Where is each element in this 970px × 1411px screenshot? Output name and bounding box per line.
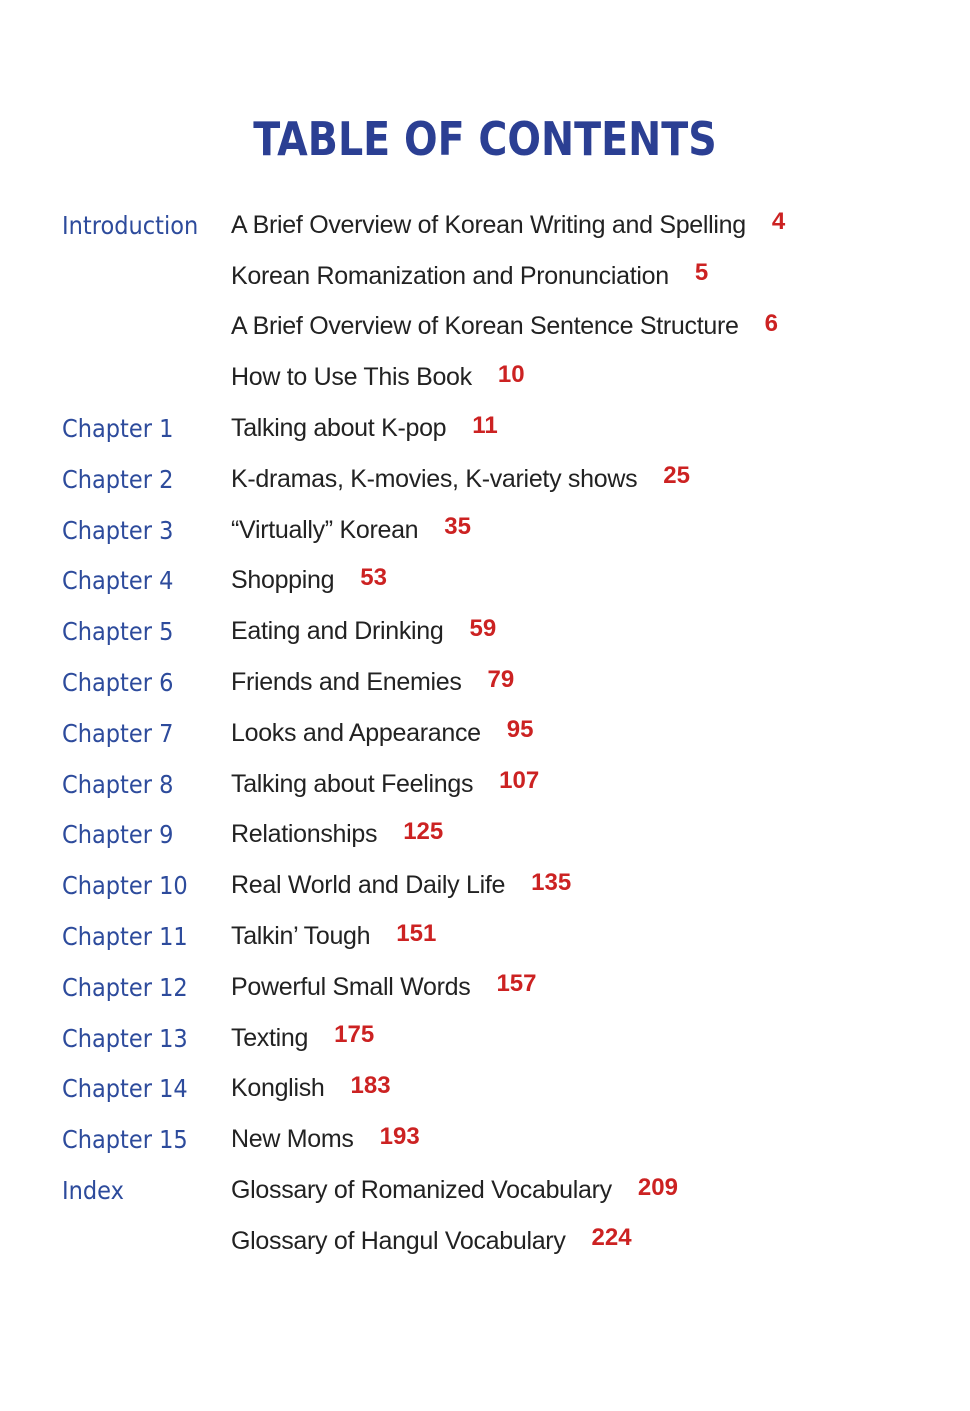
toc-entry[interactable] bbox=[231, 259, 709, 291]
entry-title: New Moms bbox=[231, 1125, 354, 1154]
toc-entry[interactable] bbox=[231, 817, 444, 849]
section-label: Chapter 6 bbox=[62, 668, 174, 698]
section-label: Chapter 8 bbox=[62, 769, 174, 799]
page-number: 10 bbox=[497, 360, 525, 388]
page-number: 79 bbox=[487, 665, 515, 693]
entry-title: Eating and Drinking bbox=[231, 617, 444, 646]
entry-title: A Brief Overview of Korean Writing and Spelling bbox=[231, 210, 746, 239]
page-number: 151 bbox=[396, 919, 437, 947]
toc-row bbox=[62, 810, 942, 861]
toc-entry[interactable] bbox=[231, 360, 525, 392]
page-number: 35 bbox=[444, 513, 471, 541]
section-label: Chapter 5 bbox=[62, 617, 174, 647]
entry-title: Relationships bbox=[231, 820, 378, 849]
entry-title: Talkin’ Tough bbox=[231, 922, 371, 951]
toc-entry[interactable] bbox=[231, 665, 515, 697]
page-number: 5 bbox=[694, 259, 709, 287]
section-label: Introduction bbox=[62, 210, 199, 240]
page-number: 135 bbox=[531, 868, 572, 896]
entry-title: Real World and Daily Life bbox=[231, 871, 506, 900]
toc-entry[interactable] bbox=[231, 919, 437, 951]
toc-row bbox=[62, 860, 942, 911]
page-number: 59 bbox=[469, 614, 497, 642]
entry-title: K-dramas, K-movies, K-variety shows bbox=[231, 464, 638, 493]
section-label: Index bbox=[62, 1176, 124, 1206]
section-label: Chapter 14 bbox=[62, 1074, 188, 1104]
section-label: Chapter 11 bbox=[62, 922, 188, 952]
toc-entry[interactable] bbox=[231, 513, 471, 545]
section-label: Chapter 1 bbox=[62, 414, 174, 444]
section-label: Chapter 2 bbox=[62, 464, 174, 494]
toc-entry[interactable] bbox=[231, 1071, 391, 1103]
page-number: 224 bbox=[591, 1224, 632, 1252]
toc-entry[interactable] bbox=[231, 767, 540, 799]
entry-title: Glossary of Romanized Vocabulary bbox=[231, 1176, 612, 1205]
entry-title: How to Use This Book bbox=[231, 363, 472, 392]
toc-row bbox=[62, 1013, 942, 1064]
toc-entry[interactable] bbox=[231, 614, 497, 646]
section-label: Chapter 3 bbox=[62, 515, 174, 545]
section-label: Chapter 15 bbox=[62, 1125, 188, 1155]
toc-row bbox=[62, 911, 942, 962]
section-label: Chapter 10 bbox=[62, 871, 188, 901]
toc-entry[interactable] bbox=[231, 411, 498, 443]
toc-entry[interactable] bbox=[231, 1173, 678, 1205]
toc-row bbox=[62, 251, 942, 302]
toc-entry[interactable] bbox=[231, 970, 537, 1002]
toc-row bbox=[62, 352, 942, 403]
toc-row bbox=[62, 708, 942, 759]
toc-entry[interactable] bbox=[231, 1224, 632, 1256]
toc-row bbox=[62, 403, 942, 454]
toc-entry[interactable] bbox=[231, 716, 534, 748]
page-number: 11 bbox=[472, 411, 498, 439]
toc-row bbox=[62, 962, 942, 1013]
toc-row bbox=[62, 759, 942, 810]
toc-row bbox=[62, 200, 942, 251]
section-label: Chapter 12 bbox=[62, 972, 188, 1002]
page-number: 193 bbox=[379, 1122, 420, 1150]
page-number: 95 bbox=[506, 716, 534, 744]
page-number: 183 bbox=[350, 1071, 391, 1099]
page-title: TABLE OF CONTENTS bbox=[253, 112, 717, 166]
toc-row bbox=[62, 1064, 942, 1115]
entry-title: Friends and Enemies bbox=[231, 668, 462, 697]
toc-list bbox=[62, 200, 942, 1267]
toc-entry[interactable] bbox=[231, 1122, 420, 1154]
toc-entry[interactable] bbox=[231, 462, 690, 494]
toc-entry[interactable] bbox=[231, 309, 778, 341]
toc-entry[interactable] bbox=[231, 563, 387, 595]
entry-title: Korean Romanization and Pronunciation bbox=[231, 261, 669, 290]
section-label: Chapter 7 bbox=[62, 718, 174, 748]
toc-row bbox=[62, 1216, 942, 1267]
toc-row bbox=[62, 454, 942, 505]
page-number: 107 bbox=[499, 767, 540, 795]
entry-title: Looks and Appearance bbox=[231, 718, 481, 747]
page-number: 53 bbox=[360, 563, 387, 591]
page-number: 6 bbox=[764, 309, 778, 337]
entry-title: “Virtually” Korean bbox=[231, 515, 419, 544]
toc-row bbox=[62, 556, 942, 607]
page-number: 157 bbox=[496, 970, 537, 998]
toc-row bbox=[62, 606, 942, 657]
toc-row bbox=[62, 505, 942, 556]
section-label: Chapter 13 bbox=[62, 1023, 188, 1053]
page-number: 4 bbox=[771, 208, 786, 236]
page-number: 125 bbox=[403, 817, 444, 845]
entry-title: Shopping bbox=[231, 566, 335, 595]
toc-row bbox=[62, 1114, 942, 1165]
toc-entry[interactable] bbox=[231, 208, 786, 240]
section-label: Chapter 9 bbox=[62, 820, 174, 850]
section-label: Chapter 4 bbox=[62, 566, 174, 596]
entry-title: Texting bbox=[231, 1023, 309, 1052]
entry-title: A Brief Overview of Korean Sentence Structure bbox=[231, 312, 739, 341]
entry-title: Glossary of Hangul Vocabulary bbox=[231, 1226, 566, 1255]
toc-entry[interactable] bbox=[231, 1021, 375, 1053]
page-number: 25 bbox=[663, 462, 690, 490]
entry-title: Konglish bbox=[231, 1074, 325, 1103]
entry-title: Powerful Small Words bbox=[231, 972, 471, 1001]
toc-entry[interactable] bbox=[231, 868, 572, 900]
toc-row bbox=[62, 657, 942, 708]
toc-row bbox=[62, 302, 942, 353]
entry-title: Talking about Feelings bbox=[231, 769, 474, 798]
entry-title: Talking about K-pop bbox=[231, 414, 447, 443]
page-number: 209 bbox=[637, 1173, 678, 1201]
toc-row bbox=[62, 1165, 942, 1216]
page-number: 175 bbox=[334, 1021, 375, 1049]
